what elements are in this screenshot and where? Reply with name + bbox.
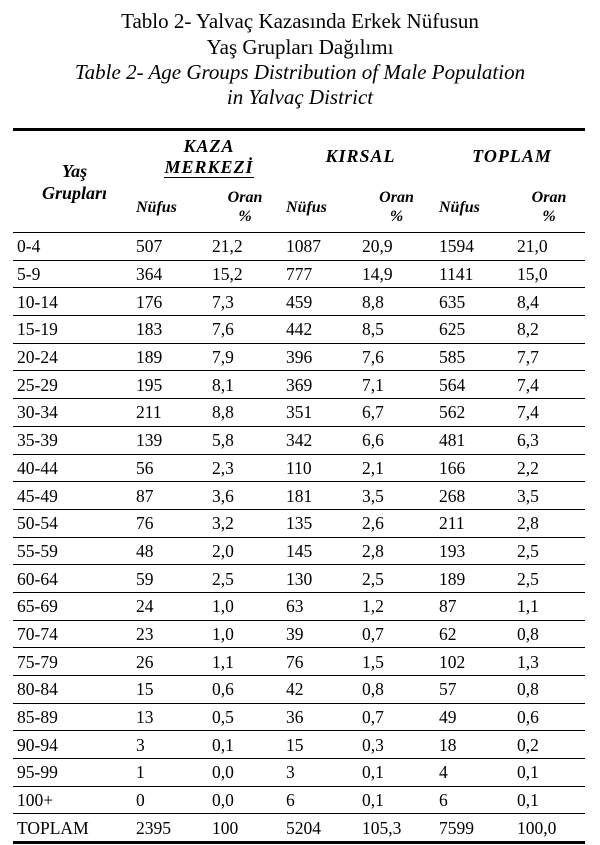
kirsal-oran-cell: 8,8 (358, 288, 435, 316)
kirsal-oran-cell: 0,1 (358, 786, 435, 814)
total-toplam-nufus-cell: 7599 (435, 814, 513, 843)
total-kirsal-oran-cell: 105,3 (358, 814, 435, 843)
kirsal-oran-cell: 0,1 (358, 759, 435, 787)
age-group-cell: 40-44 (13, 454, 132, 482)
kaza-merkezi-oran-cell: 8,1 (208, 371, 282, 399)
toplam-oran-cell: 0,2 (513, 731, 585, 759)
kirsal-nufus-cell: 145 (282, 537, 358, 565)
subheader-nufus: Nüfus (439, 198, 480, 216)
kaza-merkezi-oran-cell: 21,2 (208, 233, 282, 261)
total-row (13, 814, 585, 843)
toplam-oran-cell: 2,2 (513, 454, 585, 482)
toplam-nufus-cell: 57 (435, 676, 513, 704)
table-row (13, 454, 585, 482)
kaza-merkezi-oran-cell: 2,5 (208, 565, 282, 593)
toplam-oran-cell: 7,7 (513, 343, 585, 371)
toplam-oran-cell: 15,0 (513, 260, 585, 288)
kaza-merkezi-nufus-cell: 15 (132, 676, 208, 704)
title-en-line1: Table 2- Age Groups Distribution of Male Population (74, 60, 526, 84)
kaza-merkezi-oran-cell: 2,0 (208, 537, 282, 565)
toplam-nufus-cell: 166 (435, 454, 513, 482)
toplam-nufus-cell: 6 (435, 786, 513, 814)
age-group-header (13, 130, 132, 233)
kirsal-nufus-cell: 3 (282, 759, 358, 787)
toplam-nufus-cell: 4 (435, 759, 513, 787)
kirsal-oran-cell: 6,6 (358, 426, 435, 454)
kirsal-nufus-cell: 39 (282, 620, 358, 648)
kaza-merkezi-oran-cell: 3,2 (208, 509, 282, 537)
kaza-merkezi-oran-cell: 7,3 (208, 288, 282, 316)
kirsal-nufus-cell: 342 (282, 426, 358, 454)
age-group-cell: 5-9 (13, 260, 132, 288)
kaza-merkezi-nufus-cell: 24 (132, 592, 208, 620)
table-row (13, 703, 585, 731)
toplam-oran-cell: 0,1 (513, 786, 585, 814)
toplam-nufus-cell: 87 (435, 592, 513, 620)
toplam-nufus-cell: 1141 (435, 260, 513, 288)
toplam-oran-cell: 0,8 (513, 620, 585, 648)
group-header-line2: MERKEZİ (164, 156, 254, 177)
kaza-merkezi-oran-cell: 0,0 (208, 759, 282, 787)
toplam-nufus-cell: 635 (435, 288, 513, 316)
age-group-cell: 95-99 (13, 759, 132, 787)
header-row-groups (13, 130, 585, 183)
toplam-oran-cell: 2,5 (513, 565, 585, 593)
kaza-merkezi-nufus-cell: 76 (132, 509, 208, 537)
kirsal-oran-cell: 1,5 (358, 648, 435, 676)
kaza-merkezi-nufus-cell: 195 (132, 371, 208, 399)
kirsal-oran-cell: 2,8 (358, 537, 435, 565)
kirsal-oran-cell: 0,3 (358, 731, 435, 759)
toplam-oran-cell: 6,3 (513, 426, 585, 454)
kirsal-oran-cell: 3,5 (358, 482, 435, 510)
kaza-merkezi-nufus-cell: 183 (132, 316, 208, 344)
age-group-cell: 55-59 (13, 537, 132, 565)
age-header-line1: Yaş (61, 160, 88, 181)
kaza-merkezi-oran-cell: 3,6 (208, 482, 282, 510)
kirsal-oran-cell: 1,2 (358, 592, 435, 620)
kirsal-oran-cell: 20,9 (358, 233, 435, 261)
kirsal-nufus-cell: 130 (282, 565, 358, 593)
table-row (13, 371, 585, 399)
age-group-cell: 30-34 (13, 399, 132, 427)
table-row (13, 537, 585, 565)
toplam-nufus-cell: 62 (435, 620, 513, 648)
age-group-cell: 100+ (13, 786, 132, 814)
kirsal-oran-cell: 0,7 (358, 620, 435, 648)
table-row (13, 786, 585, 814)
total-age-group-cell: TOPLAM (13, 814, 132, 843)
kaza-merkezi-nufus-cell: 56 (132, 454, 208, 482)
kaza-merkezi-nufus-cell: 3 (132, 731, 208, 759)
toplam-oran-cell: 7,4 (513, 399, 585, 427)
age-header-line2: Grupları (41, 182, 108, 203)
kaza-merkezi-oran-cell: 0,5 (208, 703, 282, 731)
kirsal-nufus-cell: 777 (282, 260, 358, 288)
kirsal-nufus-cell: 1087 (282, 233, 358, 261)
table-row (13, 426, 585, 454)
age-group-cell: 35-39 (13, 426, 132, 454)
title-en-line2: in Yalvaç District (226, 85, 374, 109)
kaza-merkezi-oran-cell: 1,0 (208, 620, 282, 648)
kaza-merkezi-oran-cell: 0,1 (208, 731, 282, 759)
kaza-merkezi-nufus-cell: 1 (132, 759, 208, 787)
toplam-oran-cell: 21,0 (513, 233, 585, 261)
age-group-cell: 80-84 (13, 676, 132, 704)
kirsal-oran-cell: 0,8 (358, 676, 435, 704)
kirsal-nufus-cell: 442 (282, 316, 358, 344)
kaza-merkezi-nufus-cell: 26 (132, 648, 208, 676)
toplam-nufus-cell: 564 (435, 371, 513, 399)
kirsal-nufus-cell: 15 (282, 731, 358, 759)
subheader-nufus: Nüfus (136, 198, 177, 216)
toplam-nufus-cell: 585 (435, 343, 513, 371)
kaza-merkezi-oran-cell: 0,0 (208, 786, 282, 814)
toplam-oran-cell: 8,2 (513, 316, 585, 344)
kirsal-nufus-cell: 6 (282, 786, 358, 814)
age-group-cell: 45-49 (13, 482, 132, 510)
kirsal-oran-cell: 14,9 (358, 260, 435, 288)
age-group-cell: 15-19 (13, 316, 132, 344)
kirsal-oran-cell: 2,6 (358, 509, 435, 537)
total-kaza-merkezi-nufus-cell: 2395 (132, 814, 208, 843)
age-group-cell: 75-79 (13, 648, 132, 676)
table-body (13, 233, 585, 843)
title-tr-line2: Yaş Grupları Dağılımı (206, 35, 394, 59)
toplam-oran-cell: 8,4 (513, 288, 585, 316)
toplam-nufus-cell: 562 (435, 399, 513, 427)
age-group-cell: 65-69 (13, 592, 132, 620)
group-header-label: TOPLAM (472, 146, 552, 166)
kaza-merkezi-oran-cell: 2,3 (208, 454, 282, 482)
toplam-nufus-cell: 102 (435, 648, 513, 676)
toplam-oran-cell: 1,1 (513, 592, 585, 620)
table-row (13, 620, 585, 648)
toplam-nufus-cell: 49 (435, 703, 513, 731)
kaza-merkezi-nufus-cell: 176 (132, 288, 208, 316)
toplam-oran-cell: 2,8 (513, 509, 585, 537)
toplam-nufus-cell: 193 (435, 537, 513, 565)
toplam-oran-cell: 0,8 (513, 676, 585, 704)
kaza-merkezi-oran-cell: 7,9 (208, 343, 282, 371)
toplam-oran-cell: 7,4 (513, 371, 585, 399)
kirsal-oran-cell: 8,5 (358, 316, 435, 344)
table-row (13, 592, 585, 620)
kirsal-nufus-cell: 110 (282, 454, 358, 482)
age-distribution-table (13, 128, 585, 844)
kirsal-nufus-cell: 459 (282, 288, 358, 316)
age-group-cell: 20-24 (13, 343, 132, 371)
kirsal-nufus-cell: 351 (282, 399, 358, 427)
kaza-merkezi-oran-cell: 5,8 (208, 426, 282, 454)
table-row (13, 288, 585, 316)
subheader-oran: Oran % (227, 189, 263, 225)
group-header-line1: KAZA (183, 135, 235, 156)
toplam-nufus-cell: 481 (435, 426, 513, 454)
table-row (13, 316, 585, 344)
toplam-oran-cell: 2,5 (513, 537, 585, 565)
kaza-merkezi-nufus-cell: 364 (132, 260, 208, 288)
age-group-cell: 0-4 (13, 233, 132, 261)
kaza-merkezi-nufus-cell: 0 (132, 786, 208, 814)
kirsal-nufus-cell: 63 (282, 592, 358, 620)
toplam-nufus-cell: 211 (435, 509, 513, 537)
age-group-cell: 60-64 (13, 565, 132, 593)
kaza-merkezi-nufus-cell: 139 (132, 426, 208, 454)
kirsal-oran-cell: 2,5 (358, 565, 435, 593)
kaza-merkezi-nufus-cell: 59 (132, 565, 208, 593)
kaza-merkezi-oran-cell: 7,6 (208, 316, 282, 344)
age-group-cell: 10-14 (13, 288, 132, 316)
table-row (13, 648, 585, 676)
kaza-merkezi-oran-cell: 1,1 (208, 648, 282, 676)
kaza-merkezi-nufus-cell: 48 (132, 537, 208, 565)
kaza-merkezi-nufus-cell: 189 (132, 343, 208, 371)
kaza-merkezi-nufus-cell: 211 (132, 399, 208, 427)
kaza-merkezi-nufus-cell: 507 (132, 233, 208, 261)
kirsal-nufus-cell: 181 (282, 482, 358, 510)
kaza-merkezi-oran-cell: 15,2 (208, 260, 282, 288)
kirsal-nufus-cell: 76 (282, 648, 358, 676)
group-header-toplam (435, 130, 585, 183)
toplam-nufus-cell: 18 (435, 731, 513, 759)
subheader-oran: Oran % (531, 189, 567, 225)
table-row (13, 233, 585, 261)
kirsal-oran-cell: 0,7 (358, 703, 435, 731)
toplam-oran-cell: 0,6 (513, 703, 585, 731)
toplam-oran-cell: 3,5 (513, 482, 585, 510)
kaza-merkezi-oran-cell: 1,0 (208, 592, 282, 620)
kirsal-nufus-cell: 42 (282, 676, 358, 704)
kaza-merkezi-nufus-cell: 87 (132, 482, 208, 510)
age-group-cell: 50-54 (13, 509, 132, 537)
toplam-nufus-cell: 268 (435, 482, 513, 510)
toplam-oran-cell: 1,3 (513, 648, 585, 676)
title-tr-line1: Tablo 2- Yalvaç Kazasında Erkek Nüfusun (121, 9, 479, 33)
subheader-oran: Oran % (379, 189, 414, 225)
group-header-kirsal (282, 130, 435, 183)
total-kirsal-nufus-cell: 5204 (282, 814, 358, 843)
toplam-nufus-cell: 1594 (435, 233, 513, 261)
total-kaza-merkezi-oran-cell: 100 (208, 814, 282, 843)
kirsal-nufus-cell: 396 (282, 343, 358, 371)
age-group-cell: 25-29 (13, 371, 132, 399)
kirsal-oran-cell: 7,6 (358, 343, 435, 371)
toplam-nufus-cell: 189 (435, 565, 513, 593)
table-row (13, 343, 585, 371)
kirsal-nufus-cell: 36 (282, 703, 358, 731)
toplam-oran-cell: 0,1 (513, 759, 585, 787)
kaza-merkezi-oran-cell: 0,6 (208, 676, 282, 704)
table-row (13, 260, 585, 288)
table-row (13, 565, 585, 593)
age-group-cell: 90-94 (13, 731, 132, 759)
kirsal-oran-cell: 7,1 (358, 371, 435, 399)
table-row (13, 759, 585, 787)
group-header-kaza-merkezi (132, 130, 282, 183)
kirsal-nufus-cell: 369 (282, 371, 358, 399)
group-header-label: KIRSAL (325, 146, 396, 166)
kaza-merkezi-nufus-cell: 23 (132, 620, 208, 648)
kaza-merkezi-nufus-cell: 13 (132, 703, 208, 731)
table-row (13, 731, 585, 759)
table-row (13, 482, 585, 510)
table-row (13, 676, 585, 704)
total-toplam-oran-cell: 100,0 (513, 814, 585, 843)
toplam-nufus-cell: 625 (435, 316, 513, 344)
kirsal-oran-cell: 6,7 (358, 399, 435, 427)
subheader-nufus: Nüfus (286, 198, 327, 216)
kaza-merkezi-oran-cell: 8,8 (208, 399, 282, 427)
kirsal-nufus-cell: 135 (282, 509, 358, 537)
kirsal-oran-cell: 2,1 (358, 454, 435, 482)
age-group-cell: 70-74 (13, 620, 132, 648)
table-row (13, 399, 585, 427)
age-group-cell: 85-89 (13, 703, 132, 731)
table-row (13, 509, 585, 537)
table-caption (0, 0, 600, 110)
